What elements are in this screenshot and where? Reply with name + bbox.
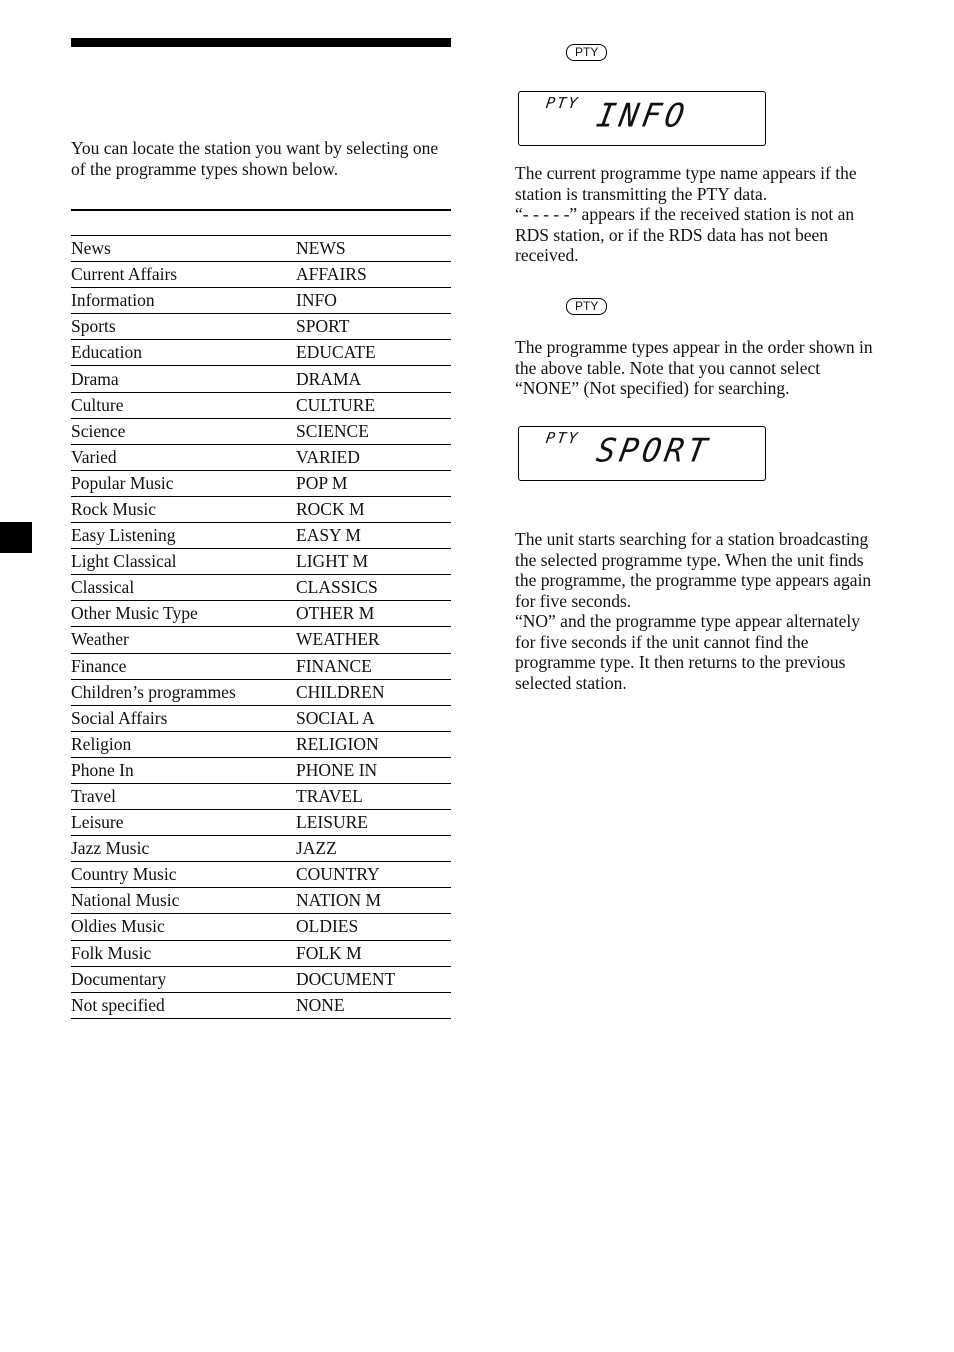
table-row xyxy=(71,836,451,862)
table-row xyxy=(71,340,451,366)
programme-type-table xyxy=(71,235,451,1019)
table-row xyxy=(71,262,451,288)
programme-type-name: Finance xyxy=(71,653,296,679)
programme-type-name: Children’s programmes xyxy=(71,679,296,705)
programme-type-name: Jazz Music xyxy=(71,836,296,862)
step1-description xyxy=(515,163,875,266)
table-row xyxy=(71,236,451,262)
display-name: DOCUMENT xyxy=(296,966,451,992)
programme-type-name: Not specified xyxy=(71,992,296,1018)
table-row xyxy=(71,575,451,601)
display-name: JAZZ xyxy=(296,836,451,862)
display-name: LIGHT M xyxy=(296,549,451,575)
step2-description xyxy=(515,337,875,399)
display-name: FINANCE xyxy=(296,653,451,679)
table-row xyxy=(71,366,451,392)
display-name: LEISURE xyxy=(296,810,451,836)
section-tab xyxy=(0,522,32,553)
display-name: NEWS xyxy=(296,236,451,262)
programme-type-name: News xyxy=(71,236,296,262)
display-name: PHONE IN xyxy=(296,757,451,783)
table-top-rule xyxy=(71,209,451,211)
table-row xyxy=(71,757,451,783)
lcd-programme-type: SPORT xyxy=(593,432,714,470)
display-name: FOLK M xyxy=(296,940,451,966)
table-row xyxy=(71,966,451,992)
display-name: EASY M xyxy=(296,523,451,549)
table-row xyxy=(71,705,451,731)
programme-type-name: Varied xyxy=(71,444,296,470)
table-row xyxy=(71,418,451,444)
table-row xyxy=(71,810,451,836)
table-row xyxy=(71,444,451,470)
programme-type-name: Science xyxy=(71,418,296,444)
pty-button-icon: PTY xyxy=(566,298,607,315)
table-row xyxy=(71,862,451,888)
programme-type-name: National Music xyxy=(71,888,296,914)
step1-text-2: “- - - - -” appears if the received station is not an RDS station, or if the RDS data has not been received. xyxy=(515,204,855,265)
display-name: AFFAIRS xyxy=(296,262,451,288)
display-name: RELIGION xyxy=(296,731,451,757)
table-row xyxy=(71,496,451,522)
table-row xyxy=(71,470,451,496)
table-row xyxy=(71,783,451,809)
lcd-display-sport xyxy=(518,426,766,481)
table-row xyxy=(71,914,451,940)
step2-text: The programme types appear in the order shown in the above table. Note that you cannot select “NONE” (Not specified) for searching. xyxy=(515,337,873,398)
programme-type-name: Weather xyxy=(71,627,296,653)
programme-type-name: Country Music xyxy=(71,862,296,888)
display-name: CHILDREN xyxy=(296,679,451,705)
programme-type-name: Folk Music xyxy=(71,940,296,966)
programme-type-name: Easy Listening xyxy=(71,523,296,549)
intro-text: You can locate the station you want by selecting one of the programme types shown below. xyxy=(71,138,439,179)
display-name: SCIENCE xyxy=(296,418,451,444)
table-row xyxy=(71,940,451,966)
programme-type-name: Information xyxy=(71,288,296,314)
programme-type-name: Phone In xyxy=(71,757,296,783)
table-row xyxy=(71,523,451,549)
table-row xyxy=(71,314,451,340)
pty-button-icon: PTY xyxy=(566,44,607,61)
lcd-pty-indicator: PTY xyxy=(544,94,581,112)
programme-type-name: Classical xyxy=(71,575,296,601)
display-name: INFO xyxy=(296,288,451,314)
lcd-pty-indicator: PTY xyxy=(544,429,581,447)
display-name: NONE xyxy=(296,992,451,1018)
step3-description xyxy=(515,529,875,693)
table-row xyxy=(71,601,451,627)
display-name: SPORT xyxy=(296,314,451,340)
table-row xyxy=(71,731,451,757)
programme-type-name: Culture xyxy=(71,392,296,418)
step1-text-1: The current programme type name appears if the station is transmitting the PTY data. xyxy=(515,163,857,204)
display-name: CULTURE xyxy=(296,392,451,418)
programme-type-name: Drama xyxy=(71,366,296,392)
display-name: COUNTRY xyxy=(296,862,451,888)
display-name: DRAMA xyxy=(296,366,451,392)
display-name: TRAVEL xyxy=(296,783,451,809)
table-row xyxy=(71,992,451,1018)
programme-type-name: Religion xyxy=(71,731,296,757)
programme-type-name: Travel xyxy=(71,783,296,809)
table-row xyxy=(71,653,451,679)
programme-type-name: Sports xyxy=(71,314,296,340)
programme-type-name: Leisure xyxy=(71,810,296,836)
lcd-programme-type: INFO xyxy=(593,97,691,135)
table-row xyxy=(71,888,451,914)
programme-type-name: Rock Music xyxy=(71,496,296,522)
table-row xyxy=(71,679,451,705)
programme-type-name: Documentary xyxy=(71,966,296,992)
display-name: SOCIAL A xyxy=(296,705,451,731)
table-row xyxy=(71,549,451,575)
lcd-display-info xyxy=(518,91,766,146)
programme-type-name: Other Music Type xyxy=(71,601,296,627)
display-name: EDUCATE xyxy=(296,340,451,366)
display-name: NATION M xyxy=(296,888,451,914)
programme-type-name: Oldies Music xyxy=(71,914,296,940)
programme-type-name: Social Affairs xyxy=(71,705,296,731)
display-name: OTHER M xyxy=(296,601,451,627)
programme-type-name: Current Affairs xyxy=(71,262,296,288)
step3-text-2: “NO” and the programme type appear alternately for five seconds if the unit cannot find the programme type. It then returns to the previous selected station. xyxy=(515,611,860,693)
step3-text-1: The unit starts searching for a station broadcasting the selected programme type. When the unit finds the programme, the programme type appears again for five seconds. xyxy=(515,529,872,611)
header-bar xyxy=(71,38,451,47)
table-row xyxy=(71,288,451,314)
display-name: WEATHER xyxy=(296,627,451,653)
display-name: VARIED xyxy=(296,444,451,470)
programme-type-name: Popular Music xyxy=(71,470,296,496)
display-name: CLASSICS xyxy=(296,575,451,601)
programme-type-name: Education xyxy=(71,340,296,366)
display-name: POP M xyxy=(296,470,451,496)
programme-type-name: Light Classical xyxy=(71,549,296,575)
table-row xyxy=(71,392,451,418)
table-row xyxy=(71,627,451,653)
display-name: OLDIES xyxy=(296,914,451,940)
display-name: ROCK M xyxy=(296,496,451,522)
